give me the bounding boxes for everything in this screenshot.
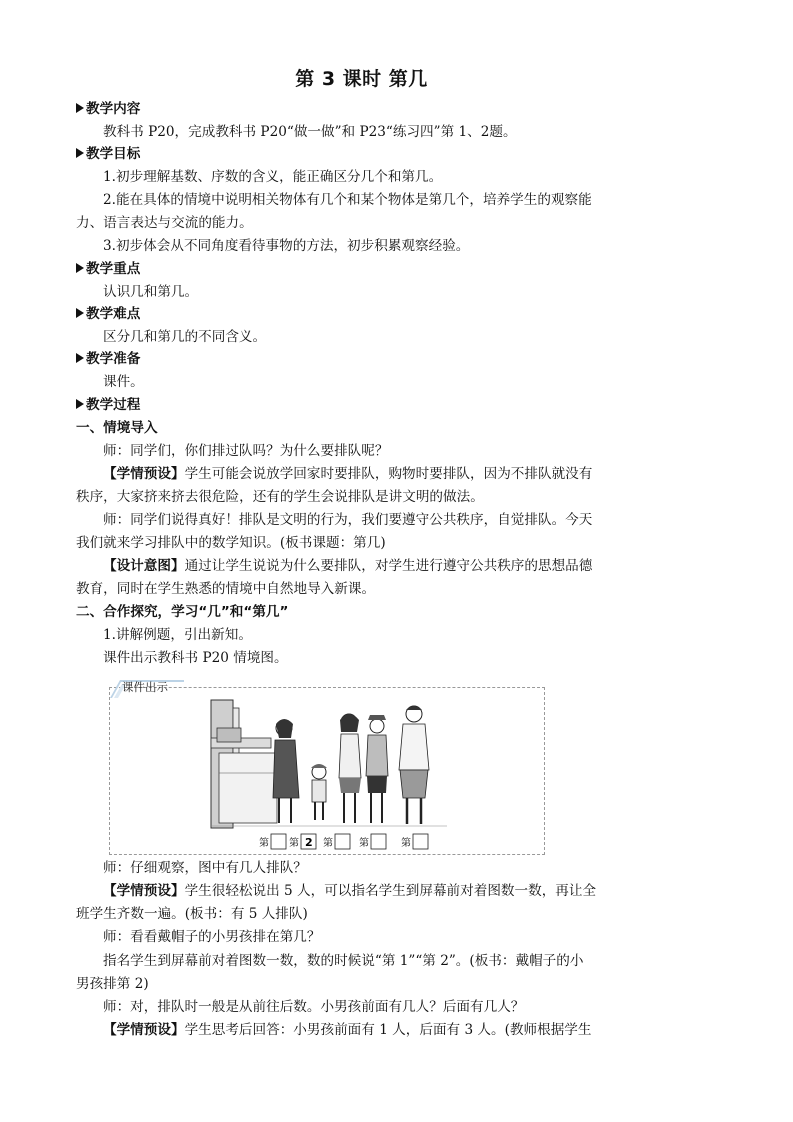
figure-tag-label: 课件出示 <box>122 680 168 694</box>
paragraph: 【设计意图】通过让学生说说为什么要排队，对学生进行遵守公共秩序的思想品德 <box>103 558 593 574</box>
paragraph: 【学情预设】学生思考后回答：小男孩前面有 1 人，后面有 3 人。(教师根据学生 <box>103 1022 592 1038</box>
section-heading-difficulty: 教学难点 <box>76 303 140 325</box>
paragraph: 课件。 <box>103 374 144 390</box>
paragraph: 班学生齐数一遍。(板书：有 5 人排队) <box>76 906 308 922</box>
page-title: 第 3 课时 第几 <box>295 68 428 90</box>
answer-box <box>413 834 428 849</box>
triangle-bullet-icon <box>76 308 84 318</box>
section-heading-key: 教学重点 <box>76 258 140 280</box>
section-heading-preparation: 教学准备 <box>76 348 140 370</box>
paragraph: 我们就来学习排队中的数学知识。(板书课题：第几) <box>76 535 386 551</box>
answer-box <box>335 834 350 849</box>
paragraph: 师：同学们说得真好！排队是文明的行为，我们要遵守公共秩序，自觉排队。今天 <box>103 512 593 528</box>
paragraph: 男孩排第 2) <box>76 976 149 992</box>
part-heading-2: 二、合作探究，学习“几”和“第几” <box>76 604 289 620</box>
triangle-bullet-icon <box>76 103 84 113</box>
triangle-bullet-icon <box>76 148 84 158</box>
tag-label: 【学情预设】 <box>103 883 185 899</box>
ordinal-label: 第 <box>359 838 369 849</box>
answer-value: 2 <box>305 836 313 849</box>
paragraph: 师：仔细观察，图中有几人排队？ <box>103 860 307 876</box>
paragraph: 秩序，大家挤来挤去很危险，还有的学生会说排队是讲文明的做法。 <box>76 489 484 505</box>
paragraph: 【学情预设】学生可能会说放学回家时要排队，购物时要排队，因为不排队就没有 <box>103 466 593 482</box>
answer-box <box>271 834 286 849</box>
paragraph: 认识几和第几。 <box>103 284 199 300</box>
paragraph: 师：看看戴帽子的小男孩排在第几？ <box>103 929 321 945</box>
tag-label: 【学情预设】 <box>103 466 185 482</box>
paragraph: 【学情预设】学生很轻松说出 5 人，可以指名学生到屏幕前对着图数一数，再让全 <box>103 883 597 899</box>
section-heading-content: 教学内容 <box>76 98 140 120</box>
ordinal-label: 第 <box>289 838 299 849</box>
tag-label: 【设计意图】 <box>103 558 185 574</box>
paragraph: 2.能在具体的情境中说明相关物体有几个和某个物体是第几个，培养学生的观察能 <box>103 192 592 208</box>
part-heading-1: 一、情境导入 <box>76 420 158 436</box>
ordinal-label: 第 <box>323 838 333 849</box>
ordinal-label: 第 <box>401 838 411 849</box>
paragraph: 力、语言表达与交流的能力。 <box>76 215 253 231</box>
paragraph: 师：对，排队时一般是从前往后数。小男孩前面有几人？后面有几人？ <box>103 999 525 1015</box>
paragraph: 教科书 P20，完成教科书 P20“做一做”和 P23“练习四”第 1、2题。 <box>103 124 517 140</box>
queue-illustration <box>209 698 449 853</box>
triangle-bullet-icon <box>76 353 84 363</box>
triangle-bullet-icon <box>76 399 84 409</box>
section-heading-process: 教学过程 <box>76 394 140 416</box>
paragraph: 1.讲解例题，引出新知。 <box>103 627 252 643</box>
triangle-bullet-icon <box>76 263 84 273</box>
paragraph: 1.初步理解基数、序数的含义，能正确区分几个和第几。 <box>103 169 443 185</box>
paragraph: 师：同学们，你们排过队吗？为什么要排队呢？ <box>103 443 389 459</box>
ordinal-label: 第 <box>259 838 269 849</box>
tag-label: 【学情预设】 <box>103 1022 185 1038</box>
paragraph: 指名学生到屏幕前对着图数一数，数的时候说“第 1”“第 2”。(板书：戴帽子的小 <box>103 953 584 969</box>
answer-box <box>371 834 386 849</box>
paragraph: 区分几和第几的不同含义。 <box>103 329 267 345</box>
paragraph: 3.初步体会从不同角度看待事物的方法，初步积累观察经验。 <box>103 238 470 254</box>
paragraph: 教育，同时在学生熟悉的情境中自然地导入新课。 <box>76 581 376 597</box>
paragraph: 课件出示教科书 P20 情境图。 <box>103 650 288 666</box>
section-heading-goals: 教学目标 <box>76 143 140 165</box>
